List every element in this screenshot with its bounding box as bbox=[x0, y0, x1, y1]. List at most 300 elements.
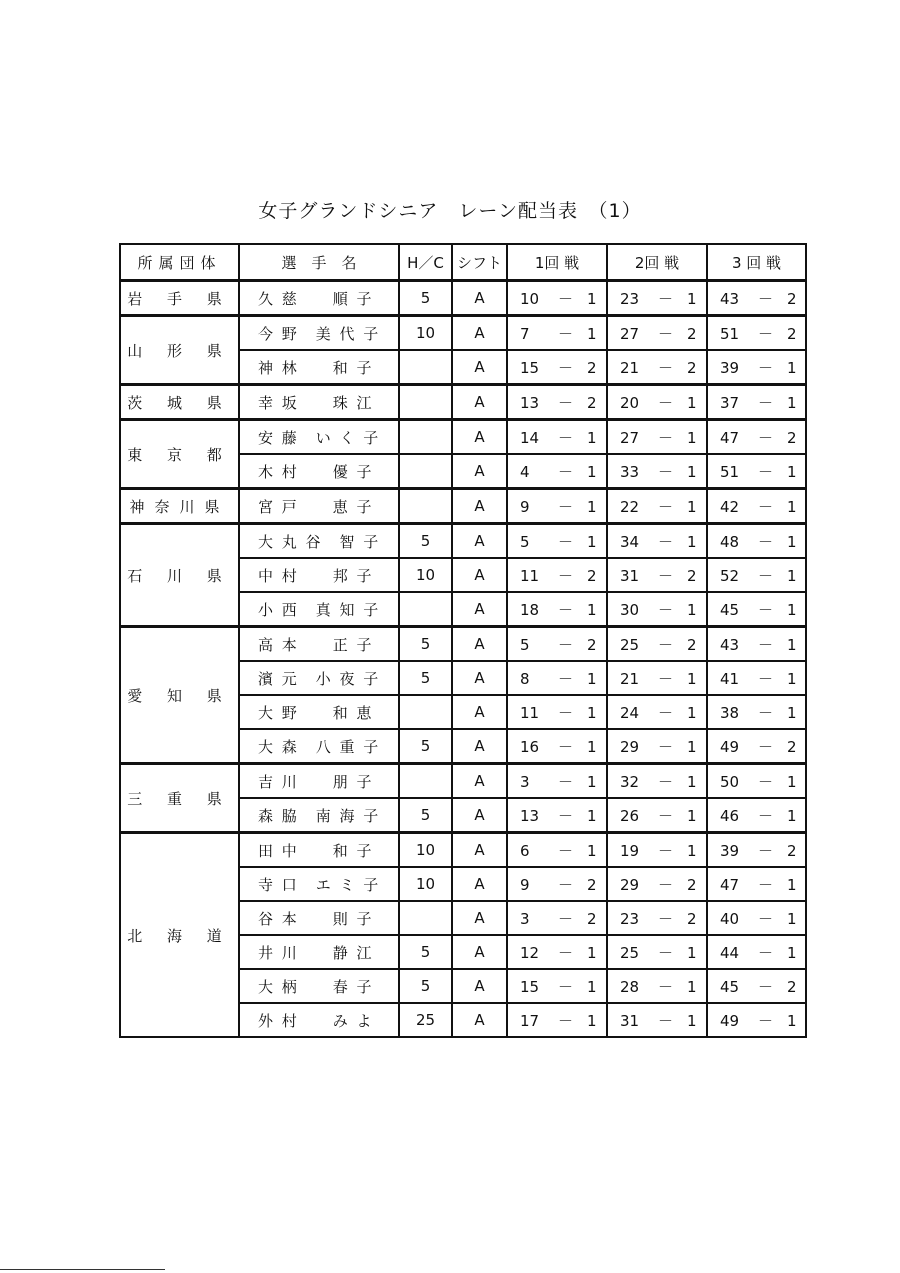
shift-cell: A bbox=[452, 281, 507, 316]
shift-cell: A bbox=[452, 798, 507, 833]
shift-number: 1 bbox=[787, 358, 797, 377]
lane-number: 49 bbox=[720, 737, 740, 756]
lane-number: 5 bbox=[520, 635, 530, 654]
score-separator: － bbox=[758, 289, 774, 308]
lane-number: 7 bbox=[520, 324, 530, 343]
shift-number: 1 bbox=[787, 703, 797, 722]
score-separator: － bbox=[558, 806, 574, 825]
score-separator: － bbox=[658, 428, 674, 447]
lane-number: 42 bbox=[720, 497, 740, 516]
player-name-cell: 神 林 和 子 bbox=[239, 350, 399, 385]
player-name-cell: 小 西 真 知 子 bbox=[239, 592, 399, 627]
lane-number: 3 bbox=[520, 772, 530, 791]
round-3-cell bbox=[707, 1003, 806, 1037]
round-1-cell bbox=[507, 524, 607, 559]
shift-number: 1 bbox=[787, 772, 797, 791]
score-separator: － bbox=[758, 737, 774, 756]
shift-number: 1 bbox=[687, 977, 697, 996]
shift-number: 1 bbox=[687, 289, 697, 308]
lane-number: 37 bbox=[720, 393, 740, 412]
table-row bbox=[120, 420, 806, 455]
handicap-cell bbox=[399, 420, 452, 455]
round-3-cell bbox=[707, 729, 806, 764]
shift-cell: A bbox=[452, 558, 507, 592]
score-separator: － bbox=[658, 497, 674, 516]
player-name-cell: 幸 坂 珠 江 bbox=[239, 385, 399, 420]
round-2-cell bbox=[607, 798, 707, 833]
handicap-cell bbox=[399, 454, 452, 489]
player-name-cell: 井 川 静 江 bbox=[239, 935, 399, 969]
shift-number: 2 bbox=[587, 566, 597, 585]
player-name-cell: 大 野 和 恵 bbox=[239, 695, 399, 729]
shift-number: 2 bbox=[587, 909, 597, 928]
lane-number: 13 bbox=[520, 393, 540, 412]
shift-number: 1 bbox=[687, 943, 697, 962]
shift-number: 1 bbox=[687, 497, 697, 516]
table-row bbox=[120, 764, 806, 799]
lane-number: 50 bbox=[720, 772, 740, 791]
shift-number: 1 bbox=[587, 428, 597, 447]
shift-cell: A bbox=[452, 385, 507, 420]
shift-cell: A bbox=[452, 420, 507, 455]
table-row bbox=[120, 281, 806, 316]
round-3-cell bbox=[707, 833, 806, 868]
handicap-cell bbox=[399, 350, 452, 385]
round-1-cell bbox=[507, 592, 607, 627]
team-cell: 茨 城 県 bbox=[120, 385, 239, 420]
handicap-cell: 5 bbox=[399, 627, 452, 662]
footer-rule bbox=[0, 1269, 165, 1270]
shift-number: 1 bbox=[787, 943, 797, 962]
shift-number: 1 bbox=[687, 532, 697, 551]
handicap-cell bbox=[399, 695, 452, 729]
shift-cell: A bbox=[452, 454, 507, 489]
shift-cell: A bbox=[452, 901, 507, 935]
player-name-cell: 高 本 正 子 bbox=[239, 627, 399, 662]
shift-number: 1 bbox=[587, 1011, 597, 1030]
shift-cell: A bbox=[452, 867, 507, 901]
lane-number: 8 bbox=[520, 669, 530, 688]
round-1-cell bbox=[507, 969, 607, 1003]
score-separator: － bbox=[558, 358, 574, 377]
lane-number: 14 bbox=[520, 428, 540, 447]
lane-number: 24 bbox=[620, 703, 640, 722]
shift-number: 2 bbox=[787, 428, 797, 447]
round-1-cell bbox=[507, 281, 607, 316]
shift-number: 1 bbox=[587, 462, 597, 481]
lane-number: 4 bbox=[520, 462, 530, 481]
round-2-cell bbox=[607, 901, 707, 935]
score-separator: － bbox=[558, 943, 574, 962]
score-separator: － bbox=[758, 909, 774, 928]
shift-number: 2 bbox=[687, 909, 697, 928]
round-2-cell bbox=[607, 969, 707, 1003]
score-separator: － bbox=[758, 324, 774, 343]
score-separator: － bbox=[658, 1011, 674, 1030]
lane-number: 21 bbox=[620, 669, 640, 688]
shift-number: 1 bbox=[587, 772, 597, 791]
round-3-cell bbox=[707, 935, 806, 969]
score-separator: － bbox=[558, 737, 574, 756]
player-name-cell: 寺 口 エ ミ 子 bbox=[239, 867, 399, 901]
player-name-cell: 吉 川 朋 子 bbox=[239, 764, 399, 799]
round-2-cell bbox=[607, 627, 707, 662]
lane-number: 16 bbox=[520, 737, 540, 756]
lane-number: 18 bbox=[520, 600, 540, 619]
handicap-cell bbox=[399, 385, 452, 420]
round-2-cell bbox=[607, 867, 707, 901]
shift-number: 1 bbox=[587, 600, 597, 619]
round-2-cell bbox=[607, 420, 707, 455]
player-name-cell: 久 慈 順 子 bbox=[239, 281, 399, 316]
round-2-cell bbox=[607, 1003, 707, 1037]
shift-cell: A bbox=[452, 935, 507, 969]
score-separator: － bbox=[558, 841, 574, 860]
round-3-cell bbox=[707, 695, 806, 729]
score-separator: － bbox=[758, 772, 774, 791]
header-team: 所属団体 bbox=[120, 244, 239, 281]
lane-number: 27 bbox=[620, 428, 640, 447]
round-2-cell bbox=[607, 489, 707, 524]
lane-number: 9 bbox=[520, 875, 530, 894]
player-name-cell: 田 中 和 子 bbox=[239, 833, 399, 868]
score-separator: － bbox=[658, 943, 674, 962]
lane-number: 11 bbox=[520, 703, 540, 722]
shift-number: 1 bbox=[687, 428, 697, 447]
shift-number: 2 bbox=[587, 635, 597, 654]
team-cell: 愛 知 県 bbox=[120, 627, 239, 764]
round-2-cell bbox=[607, 350, 707, 385]
lane-number: 25 bbox=[620, 635, 640, 654]
shift-number: 1 bbox=[587, 977, 597, 996]
header-round-1: 1回 戦 bbox=[507, 244, 607, 281]
handicap-cell: 5 bbox=[399, 969, 452, 1003]
round-3-cell bbox=[707, 969, 806, 1003]
score-separator: － bbox=[558, 909, 574, 928]
lane-number: 38 bbox=[720, 703, 740, 722]
shift-number: 1 bbox=[687, 841, 697, 860]
player-name-cell: 濱 元 小 夜 子 bbox=[239, 661, 399, 695]
shift-cell: A bbox=[452, 661, 507, 695]
team-cell: 石 川 県 bbox=[120, 524, 239, 627]
round-2-cell bbox=[607, 695, 707, 729]
score-separator: － bbox=[658, 393, 674, 412]
score-separator: － bbox=[758, 393, 774, 412]
player-name-cell: 森 脇 南 海 子 bbox=[239, 798, 399, 833]
shift-cell: A bbox=[452, 524, 507, 559]
shift-number: 2 bbox=[687, 635, 697, 654]
handicap-cell: 5 bbox=[399, 935, 452, 969]
round-1-cell bbox=[507, 798, 607, 833]
round-3-cell bbox=[707, 350, 806, 385]
lane-number: 48 bbox=[720, 532, 740, 551]
shift-number: 2 bbox=[587, 358, 597, 377]
round-1-cell bbox=[507, 867, 607, 901]
lane-number: 31 bbox=[620, 566, 640, 585]
shift-number: 1 bbox=[587, 806, 597, 825]
shift-number: 1 bbox=[587, 737, 597, 756]
lane-number: 47 bbox=[720, 428, 740, 447]
shift-number: 1 bbox=[687, 772, 697, 791]
player-name-cell: 谷 本 則 子 bbox=[239, 901, 399, 935]
handicap-cell bbox=[399, 592, 452, 627]
score-separator: － bbox=[758, 669, 774, 688]
score-separator: － bbox=[658, 532, 674, 551]
shift-number: 1 bbox=[687, 703, 697, 722]
team-cell: 東 京 都 bbox=[120, 420, 239, 489]
lane-number: 29 bbox=[620, 875, 640, 894]
lane-number: 30 bbox=[620, 600, 640, 619]
round-1-cell bbox=[507, 833, 607, 868]
header-row bbox=[120, 244, 806, 281]
round-1-cell bbox=[507, 901, 607, 935]
shift-number: 1 bbox=[787, 635, 797, 654]
score-separator: － bbox=[758, 943, 774, 962]
score-separator: － bbox=[758, 977, 774, 996]
lane-number: 12 bbox=[520, 943, 540, 962]
lane-number: 13 bbox=[520, 806, 540, 825]
player-name-cell: 今 野 美 代 子 bbox=[239, 316, 399, 351]
table-row bbox=[120, 385, 806, 420]
shift-number: 1 bbox=[787, 669, 797, 688]
score-separator: － bbox=[658, 635, 674, 654]
shift-cell: A bbox=[452, 350, 507, 385]
shift-number: 1 bbox=[687, 462, 697, 481]
lane-number: 9 bbox=[520, 497, 530, 516]
score-separator: － bbox=[758, 841, 774, 860]
handicap-cell: 10 bbox=[399, 867, 452, 901]
score-separator: － bbox=[658, 324, 674, 343]
shift-number: 1 bbox=[587, 532, 597, 551]
lane-number: 51 bbox=[720, 462, 740, 481]
round-1-cell bbox=[507, 489, 607, 524]
lane-number: 31 bbox=[620, 1011, 640, 1030]
shift-number: 2 bbox=[787, 289, 797, 308]
score-separator: － bbox=[658, 703, 674, 722]
shift-cell: A bbox=[452, 764, 507, 799]
handicap-cell bbox=[399, 901, 452, 935]
round-3-cell bbox=[707, 524, 806, 559]
lane-number: 15 bbox=[520, 977, 540, 996]
handicap-cell: 5 bbox=[399, 281, 452, 316]
score-separator: － bbox=[558, 772, 574, 791]
lane-number: 23 bbox=[620, 909, 640, 928]
round-1-cell bbox=[507, 627, 607, 662]
score-separator: － bbox=[758, 462, 774, 481]
lane-number: 26 bbox=[620, 806, 640, 825]
header-shift: シフト bbox=[452, 244, 507, 281]
score-separator: － bbox=[558, 669, 574, 688]
player-name-cell: 木 村 優 子 bbox=[239, 454, 399, 489]
score-separator: － bbox=[558, 462, 574, 481]
lane-number: 22 bbox=[620, 497, 640, 516]
table-row bbox=[120, 627, 806, 662]
round-1-cell bbox=[507, 385, 607, 420]
lane-number: 46 bbox=[720, 806, 740, 825]
shift-number: 2 bbox=[687, 358, 697, 377]
lane-number: 32 bbox=[620, 772, 640, 791]
lane-number: 41 bbox=[720, 669, 740, 688]
round-2-cell bbox=[607, 764, 707, 799]
lane-number: 17 bbox=[520, 1011, 540, 1030]
round-2-cell bbox=[607, 281, 707, 316]
player-name-cell: 宮 戸 恵 子 bbox=[239, 489, 399, 524]
shift-cell: A bbox=[452, 316, 507, 351]
score-separator: － bbox=[558, 635, 574, 654]
handicap-cell: 10 bbox=[399, 833, 452, 868]
round-2-cell bbox=[607, 592, 707, 627]
score-separator: － bbox=[658, 566, 674, 585]
round-1-cell bbox=[507, 420, 607, 455]
player-name-cell: 大 丸 谷 智 子 bbox=[239, 524, 399, 559]
header-player-name: 選 手 名 bbox=[239, 244, 399, 281]
handicap-cell: 5 bbox=[399, 661, 452, 695]
round-2-cell bbox=[607, 661, 707, 695]
lane-number: 3 bbox=[520, 909, 530, 928]
handicap-cell: 5 bbox=[399, 798, 452, 833]
score-separator: － bbox=[758, 703, 774, 722]
round-3-cell bbox=[707, 316, 806, 351]
score-separator: － bbox=[658, 737, 674, 756]
lane-number: 47 bbox=[720, 875, 740, 894]
shift-number: 2 bbox=[687, 566, 697, 585]
score-separator: － bbox=[658, 358, 674, 377]
handicap-cell: 5 bbox=[399, 524, 452, 559]
round-3-cell bbox=[707, 489, 806, 524]
handicap-cell: 25 bbox=[399, 1003, 452, 1037]
score-separator: － bbox=[558, 428, 574, 447]
shift-number: 2 bbox=[587, 875, 597, 894]
round-1-cell bbox=[507, 454, 607, 489]
shift-cell: A bbox=[452, 627, 507, 662]
shift-number: 1 bbox=[787, 909, 797, 928]
shift-cell: A bbox=[452, 695, 507, 729]
lane-number: 45 bbox=[720, 600, 740, 619]
score-separator: － bbox=[558, 393, 574, 412]
score-separator: － bbox=[658, 669, 674, 688]
lane-number: 34 bbox=[620, 532, 640, 551]
shift-number: 1 bbox=[787, 532, 797, 551]
shift-cell: A bbox=[452, 1003, 507, 1037]
round-1-cell bbox=[507, 350, 607, 385]
player-name-cell: 安 藤 い く 子 bbox=[239, 420, 399, 455]
shift-number: 2 bbox=[587, 393, 597, 412]
shift-number: 2 bbox=[687, 324, 697, 343]
round-2-cell bbox=[607, 454, 707, 489]
team-cell: 三 重 県 bbox=[120, 764, 239, 833]
score-separator: － bbox=[658, 806, 674, 825]
round-2-cell bbox=[607, 385, 707, 420]
round-3-cell bbox=[707, 454, 806, 489]
score-separator: － bbox=[658, 875, 674, 894]
shift-number: 1 bbox=[687, 1011, 697, 1030]
lane-number: 28 bbox=[620, 977, 640, 996]
shift-number: 1 bbox=[787, 875, 797, 894]
shift-number: 1 bbox=[687, 393, 697, 412]
shift-number: 1 bbox=[787, 806, 797, 825]
shift-number: 1 bbox=[787, 600, 797, 619]
table-row bbox=[120, 489, 806, 524]
table-row bbox=[120, 833, 806, 868]
score-separator: － bbox=[558, 324, 574, 343]
lane-number: 49 bbox=[720, 1011, 740, 1030]
score-separator: － bbox=[758, 358, 774, 377]
team-cell: 岩 手 県 bbox=[120, 281, 239, 316]
shift-number: 2 bbox=[787, 977, 797, 996]
score-separator: － bbox=[558, 977, 574, 996]
round-3-cell bbox=[707, 798, 806, 833]
table-row bbox=[120, 524, 806, 559]
shift-number: 2 bbox=[787, 737, 797, 756]
round-1-cell bbox=[507, 1003, 607, 1037]
player-name-cell: 外 村 み よ bbox=[239, 1003, 399, 1037]
header-handicap: H／C bbox=[399, 244, 452, 281]
lane-number: 6 bbox=[520, 841, 530, 860]
shift-number: 1 bbox=[687, 669, 697, 688]
round-2-cell bbox=[607, 316, 707, 351]
handicap-cell: 10 bbox=[399, 316, 452, 351]
score-separator: － bbox=[558, 289, 574, 308]
score-separator: － bbox=[758, 1011, 774, 1030]
score-separator: － bbox=[758, 566, 774, 585]
table-body bbox=[120, 281, 806, 1038]
score-separator: － bbox=[558, 532, 574, 551]
round-1-cell bbox=[507, 935, 607, 969]
lane-assignment-table bbox=[119, 243, 807, 1038]
lane-number: 29 bbox=[620, 737, 640, 756]
table-row bbox=[120, 316, 806, 351]
handicap-cell bbox=[399, 764, 452, 799]
shift-number: 1 bbox=[787, 497, 797, 516]
round-3-cell bbox=[707, 281, 806, 316]
lane-number: 33 bbox=[620, 462, 640, 481]
player-name-cell: 中 村 邦 子 bbox=[239, 558, 399, 592]
header-round-3: 3 回 戦 bbox=[707, 244, 806, 281]
round-1-cell bbox=[507, 695, 607, 729]
shift-cell: A bbox=[452, 592, 507, 627]
score-separator: － bbox=[758, 497, 774, 516]
handicap-cell: 10 bbox=[399, 558, 452, 592]
lane-number: 51 bbox=[720, 324, 740, 343]
lane-number: 43 bbox=[720, 635, 740, 654]
lane-number: 10 bbox=[520, 289, 540, 308]
round-3-cell bbox=[707, 385, 806, 420]
lane-number: 15 bbox=[520, 358, 540, 377]
round-2-cell bbox=[607, 833, 707, 868]
round-1-cell bbox=[507, 661, 607, 695]
lane-number: 25 bbox=[620, 943, 640, 962]
score-separator: － bbox=[758, 806, 774, 825]
round-2-cell bbox=[607, 935, 707, 969]
lane-number: 39 bbox=[720, 358, 740, 377]
lane-number: 44 bbox=[720, 943, 740, 962]
lane-number: 43 bbox=[720, 289, 740, 308]
shift-number: 1 bbox=[587, 669, 597, 688]
shift-number: 1 bbox=[787, 462, 797, 481]
shift-number: 1 bbox=[787, 393, 797, 412]
shift-number: 2 bbox=[787, 324, 797, 343]
shift-number: 2 bbox=[687, 875, 697, 894]
score-separator: － bbox=[758, 875, 774, 894]
score-separator: － bbox=[658, 909, 674, 928]
shift-number: 2 bbox=[787, 841, 797, 860]
shift-cell: A bbox=[452, 729, 507, 764]
lane-number: 27 bbox=[620, 324, 640, 343]
lane-number: 5 bbox=[520, 532, 530, 551]
lane-number: 52 bbox=[720, 566, 740, 585]
header-round-2: 2回 戦 bbox=[607, 244, 707, 281]
score-separator: － bbox=[758, 600, 774, 619]
